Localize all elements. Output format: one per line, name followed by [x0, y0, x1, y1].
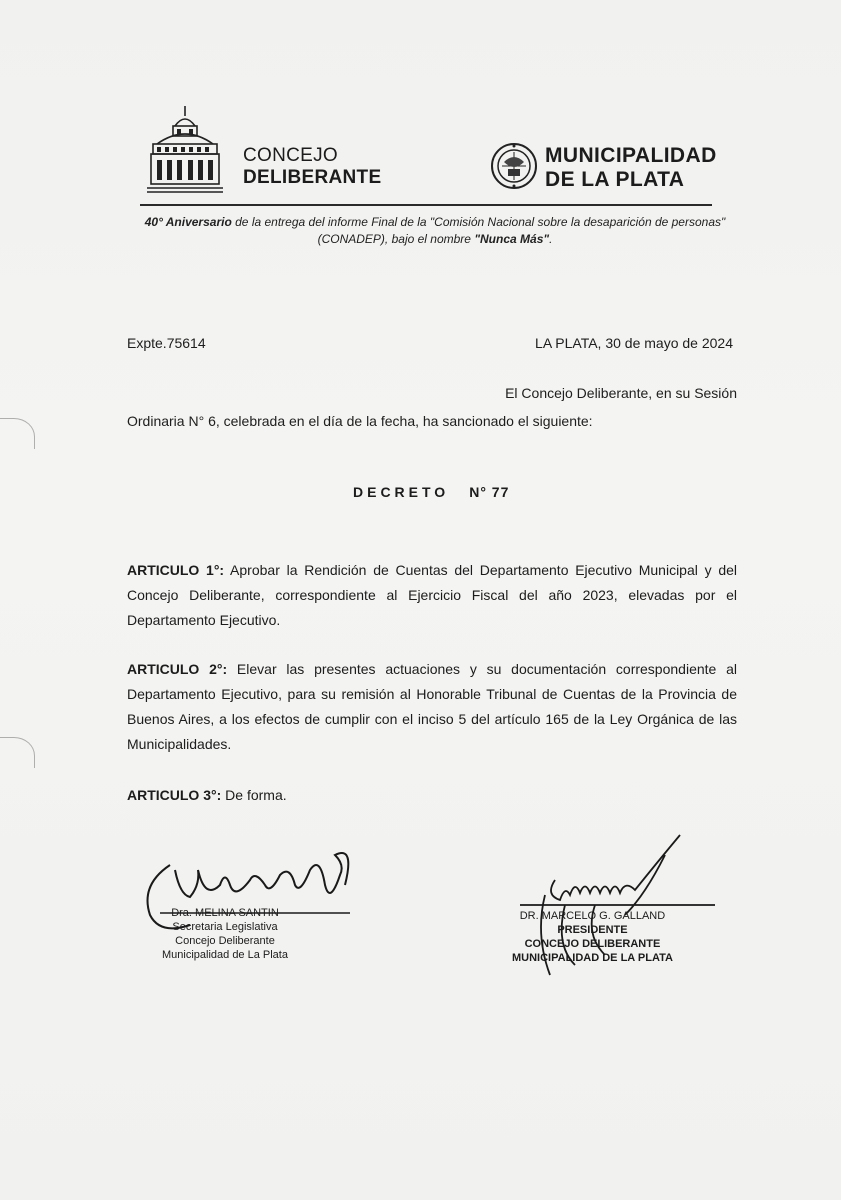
anniversary-end: .: [549, 232, 553, 246]
concejo-building-logo: [145, 104, 225, 194]
municipalidad-line2: DE LA PLATA: [545, 168, 685, 191]
article-2-text: Elevar las presentes actuaciones y su documentación correspondiente al Departamento Ejecutivo, para su remisión al Honorable Tribunal de Cuentas de la Provincia de Buenos Aires, a los efectos de cumplir con el inciso 5 del artículo 165 de la Ley Orgánica de las Municipalidades.: [127, 661, 737, 752]
anniversary-text: de la entrega del informe Final de la "Comisión Nacional sobre la desaparición de personas" (CONADEP), bajo el nombre: [231, 215, 726, 246]
article-3-text: De forma.: [221, 787, 287, 803]
signature-right-role: PRESIDENTE: [557, 924, 628, 936]
decreto-number: N° 77: [469, 484, 510, 500]
expediente-number: Expte.75614: [127, 335, 206, 351]
signature-left-municipality: Municipalidad de La Plata: [162, 949, 288, 961]
article-1-text: Aprobar la Rendición de Cuentas del Departamento Ejecutivo Municipal y del Concejo Deliberante, correspondiente al Ejercicio Fiscal del año 2023, elevadas por el Departamento Ejecutivo.: [127, 562, 737, 628]
signature-left-name: Dra. MELINA SANTIN: [171, 907, 279, 919]
article-2: [127, 657, 737, 757]
municipalidad-line1: MUNICIPALIDAD: [545, 144, 717, 167]
decreto-heading: [353, 484, 509, 500]
concejo-line2: DELIBERANTE: [243, 167, 382, 188]
signature-right-municipality: MUNICIPALIDAD DE LA PLATA: [512, 952, 673, 964]
anniversary-nunca-mas: "Nunca Más": [474, 232, 550, 246]
header-divider: [140, 204, 712, 206]
document-date: LA PLATA, 30 de mayo de 2024: [535, 335, 733, 351]
punch-hole-mark: [0, 737, 35, 768]
signature-right-body: CONCEJO DELIBERANTE: [524, 938, 661, 950]
municipalidad-wordmark: [545, 144, 717, 192]
intro-line2: Ordinaria N° 6, celebrada en el día de la fecha, ha sancionado el siguiente:: [127, 413, 593, 429]
article-2-label: ARTICULO 2°:: [127, 661, 228, 677]
article-1: [127, 558, 737, 633]
article-3: [127, 783, 737, 808]
signature-left-body: Concejo Deliberante: [175, 935, 275, 947]
intro-line1: El Concejo Deliberante, en su Sesión: [505, 385, 737, 401]
concejo-line1: CONCEJO: [243, 145, 338, 166]
punch-hole-mark: [0, 418, 35, 449]
signature-left-block: [162, 906, 288, 962]
anniversary-banner: [140, 214, 730, 248]
signature-right-block: [512, 909, 673, 965]
article-1-label: ARTICULO 1°:: [127, 562, 225, 578]
signature-left-role: Secretaria Legislativa: [172, 921, 278, 933]
article-3-label: ARTICULO 3°:: [127, 787, 222, 803]
signature-right-name: DR. MARCELO G. GALLAND: [519, 910, 666, 922]
municipal-seal-icon: [490, 142, 538, 190]
concejo-deliberante-wordmark: [243, 145, 381, 189]
decreto-label: DECRETO: [353, 484, 450, 500]
anniversary-bold: 40° Aniversario: [144, 215, 232, 229]
